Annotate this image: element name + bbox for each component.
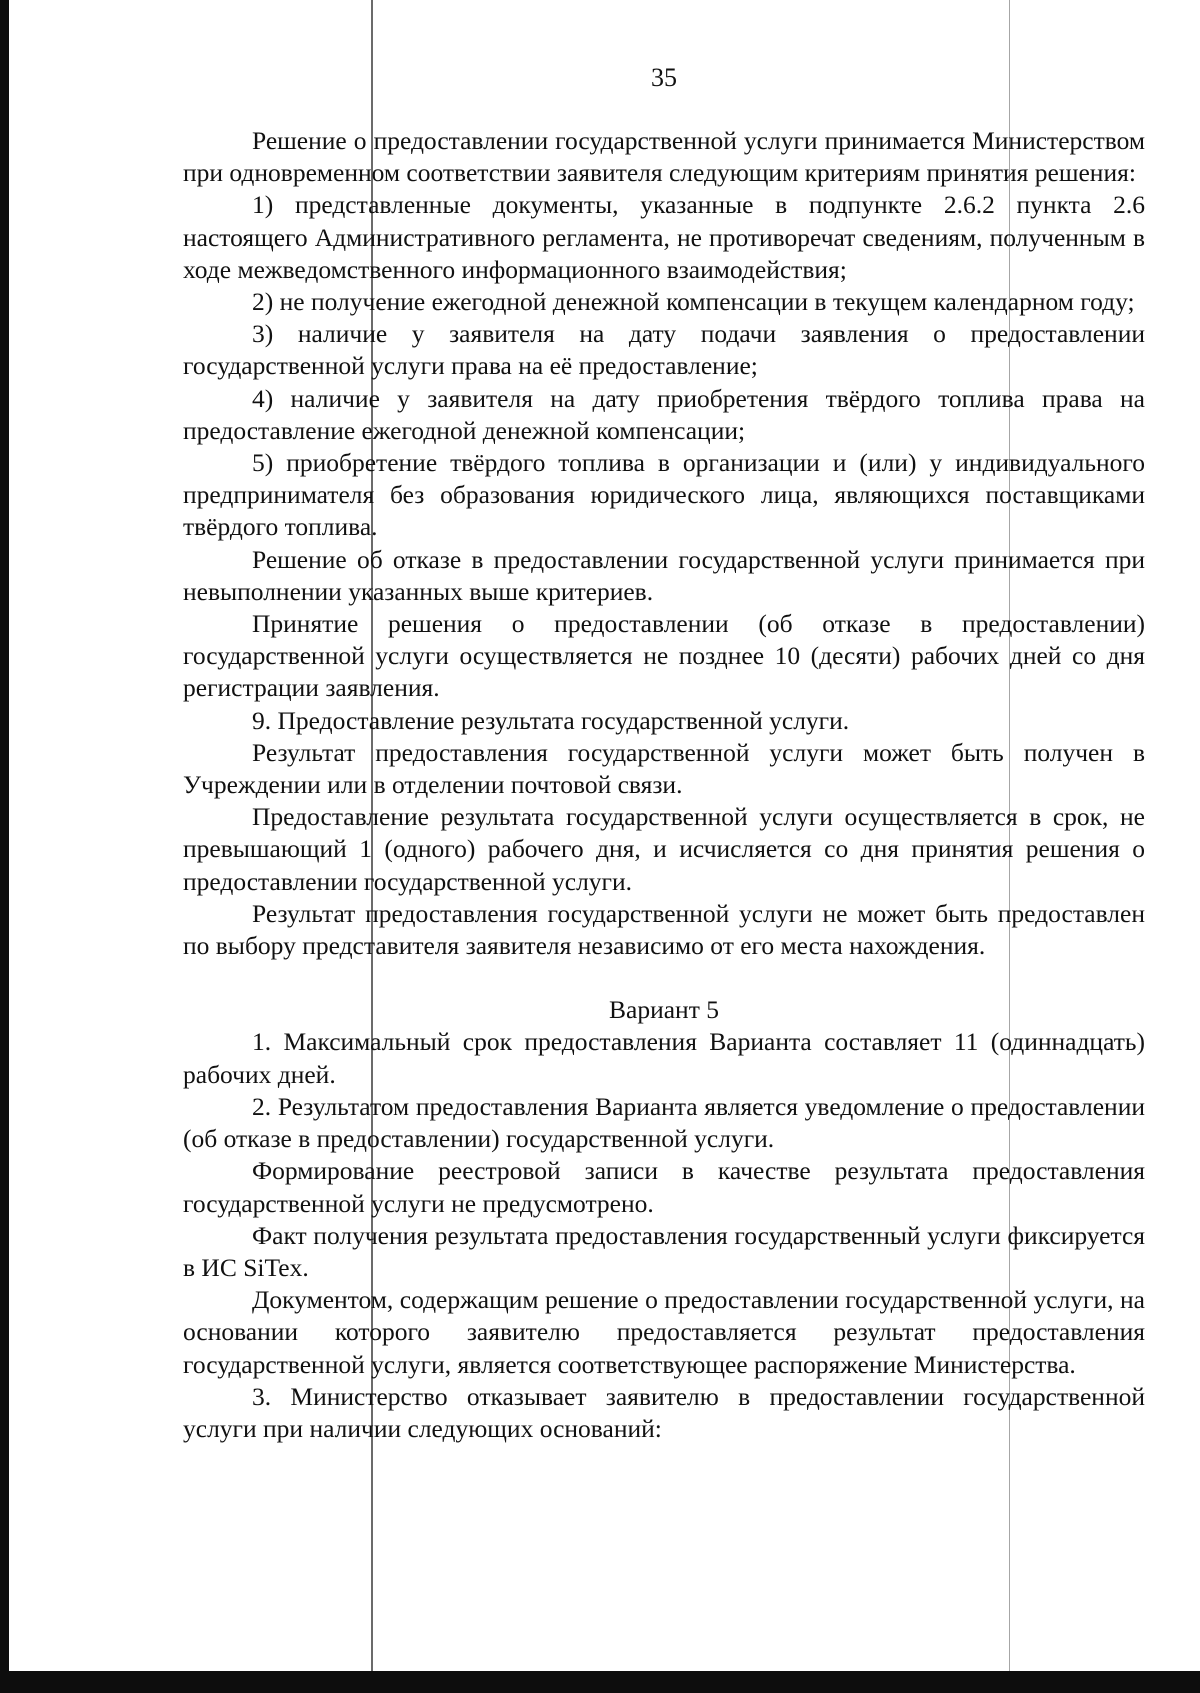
spacer xyxy=(183,962,1145,994)
paragraph: Результат предоставления государственной услуги может быть получен в Учреждении или в отделении почтовой связи. xyxy=(183,737,1145,800)
paragraph: Документом, содержащим решение о предоставлении государственной услуги, на основании которого заявителю предоставляется результат предоставления государственной услуги, является соответствующее распоряжение Министерства. xyxy=(183,1285,1145,1379)
paragraph: Решение о предоставлении государственной услуги принимается Министерством при одновременном соответствии заявителя следующим критериям принятия решения: xyxy=(183,126,1145,188)
paragraph: 1. Максимальный срок предоставления Варианта составляет 11 (одиннадцать) рабочих дней. xyxy=(183,1027,1145,1089)
paragraph: 9. Предоставление результата государственной услуги. xyxy=(252,705,850,735)
paragraph: 2) не получение ежегодной денежной компенсации в текущем календарном году; xyxy=(252,287,1135,317)
paragraph: Формирование реестровой записи в качестве результата предоставления государственной услуги не предусмотрено. xyxy=(183,1156,1145,1218)
paragraph: Принятие решения о предоставлении (об отказе в предоставлении) государственной услуги осуществляется не позднее 10 (десяти) рабочих дней со дня регистрации заявления. xyxy=(183,609,1145,703)
paragraph: Результат предоставления государственной услуги не может быть предоставлен по выбору представителя заявителя независимо от его места нахождения. xyxy=(183,898,1145,961)
document-body xyxy=(183,125,1145,1445)
paragraph: 5) приобретение твёрдого топлива в организации и (или) у индивидуального предпринимателя без образования юридического лица, являющихся поставщиками твёрдого топлива. xyxy=(183,448,1145,542)
paragraph: Решение об отказе в предоставлении государственной услуги принимается при невыполнении указанных выше критериев. xyxy=(183,544,1145,606)
paragraph: 4) наличие у заявителя на дату приобретения твёрдого топлива права на предоставление ежегодной денежной компенсации; xyxy=(183,383,1145,445)
paragraph: 1) представленные документы, указанные в подпункте 2.6.2 пункта 2.6 настоящего Административного регламента, не противоречат сведениям, полученным в ходе межведомственного информационного взаимодействия; xyxy=(183,190,1145,284)
page-number: 35 xyxy=(651,63,677,92)
scan-left-edge xyxy=(0,0,9,1693)
paragraph: 2. Результатом предоставления Варианта является уведомление о предоставлении (об отказе в предоставлении) государственной услуги. xyxy=(183,1091,1145,1154)
paragraph: 3) наличие у заявителя на дату подачи заявления о предоставлении государственной услуги права на её предоставление; xyxy=(183,319,1145,381)
paragraph: 3. Министерство отказывает заявителю в предоставлении государственной услуги при наличии следующих оснований: xyxy=(183,1381,1145,1443)
paragraph: Предоставление результата государственной услуги осуществляется в срок, не превышающий 1 (одного) рабочего дня, и исчисляется со дня принятия решения о предоставлении государственной услуги. xyxy=(183,802,1145,896)
scan-bottom-edge xyxy=(0,1671,1200,1693)
section-heading: Вариант 5 xyxy=(609,995,719,1025)
paragraph: Факт получения результата предоставления государственный услуги фиксируется в ИС SiTex. xyxy=(183,1220,1145,1282)
